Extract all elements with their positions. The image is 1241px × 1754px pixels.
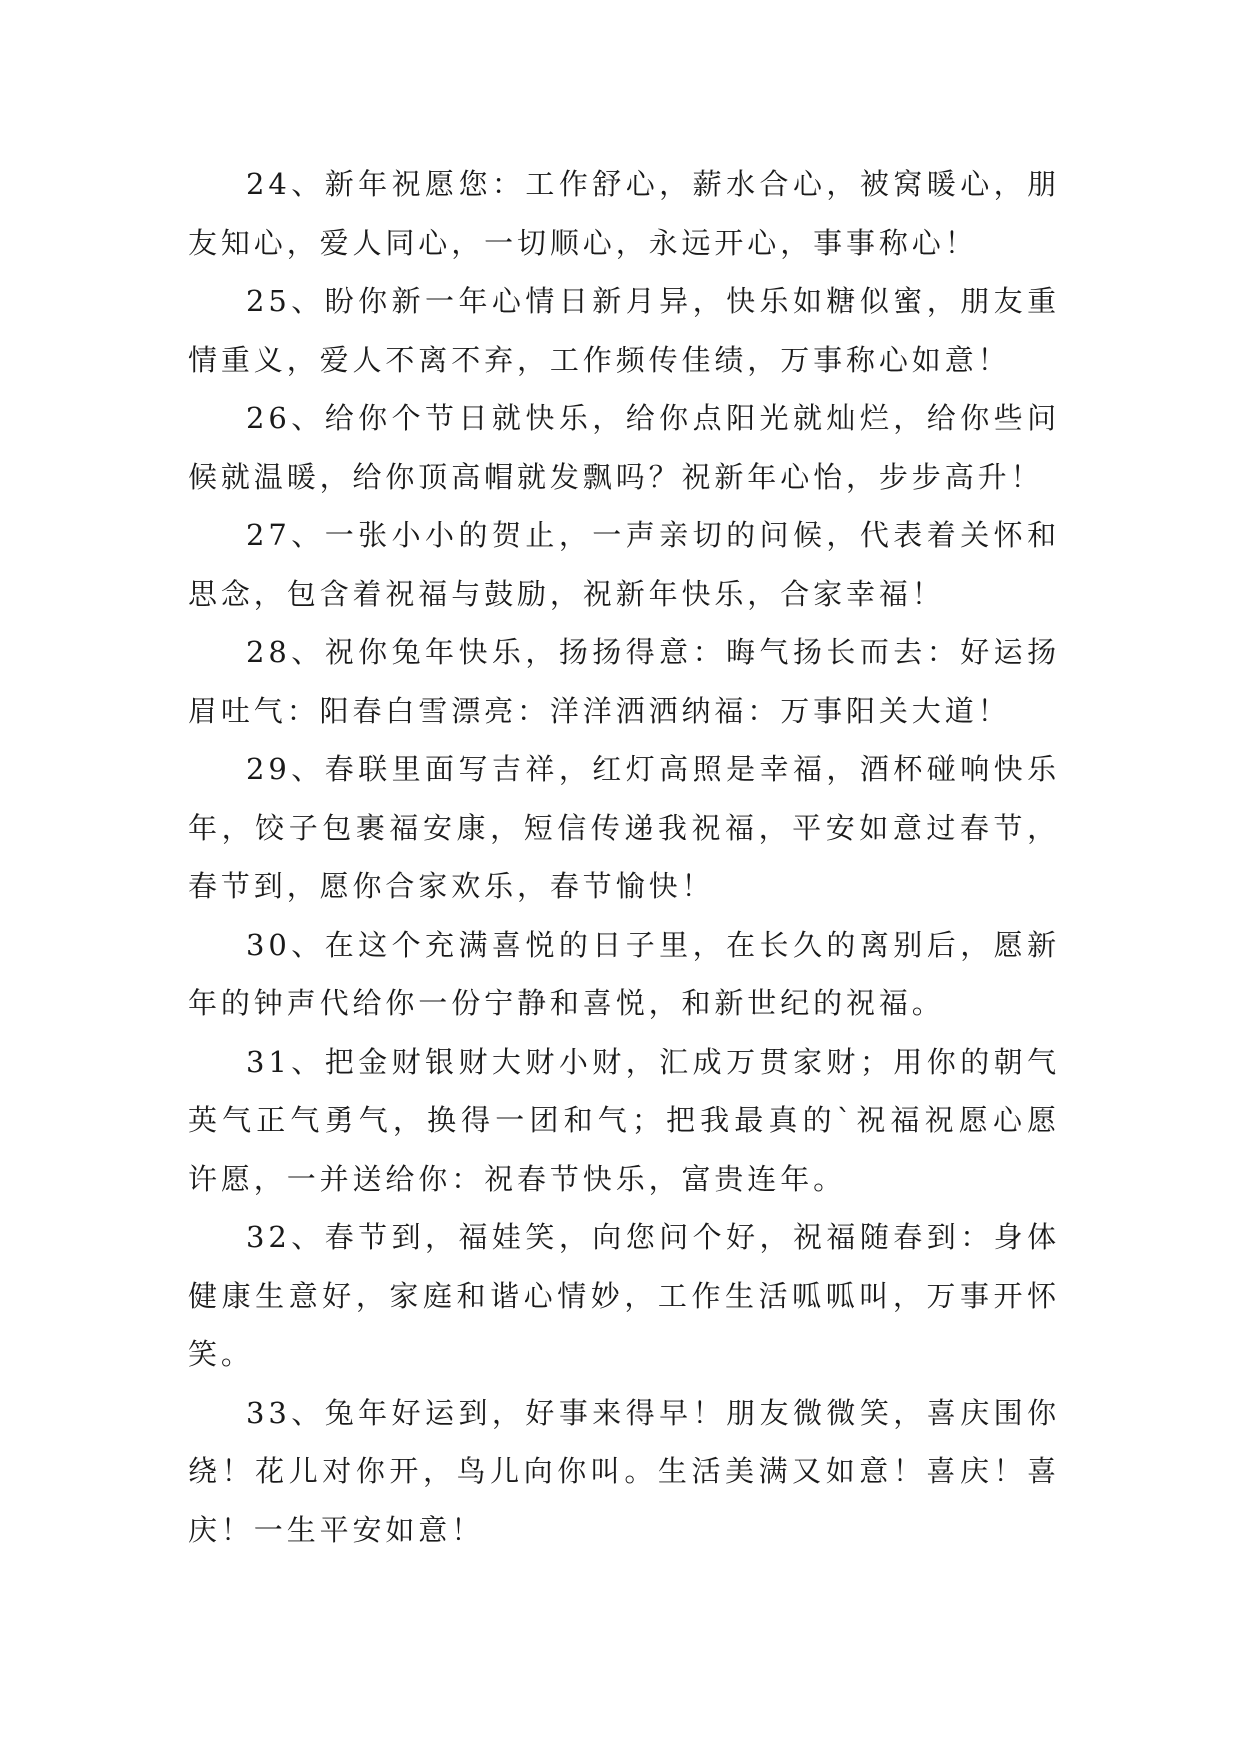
paragraph-29: 29、春联里面写吉祥，红灯高照是幸福，酒杯碰响快乐年，饺子包裹福安康，短信传递我祝福，平安如意过春节，春节到，愿你合家欢乐，春节愉快！ — [188, 752, 1060, 903]
paragraph-33: 33、兔年好运到，好事来得早！朋友微微笑，喜庆围你绕！花儿对你开，鸟儿向你叫。生活美满又如意！喜庆！喜庆！一生平安如意！ — [188, 1395, 1060, 1547]
paragraph-24: 24、新年祝愿您：工作舒心，薪水合心，被窝暖心，朋友知心，爱人同心，一切顺心，永远开心，事事称心！ — [188, 167, 1060, 260]
paragraph-28: 28、祝你兔年快乐，扬扬得意：晦气扬长而去：好运扬眉吐气：阳春白雪漂亮：洋洋洒洒纳福：万事阳关大道！ — [188, 635, 1060, 728]
paragraph-25: 25、盼你新一年心情日新月异，快乐如糖似蜜，朋友重情重义，爱人不离不弃，工作频传佳绩，万事称心如意！ — [188, 284, 1060, 377]
paragraph-26: 26、给你个节日就快乐，给你点阳光就灿烂，给你些问候就温暖，给你顶高帽就发飘吗？祝新年心怡，步步高升！ — [188, 401, 1060, 494]
paragraph-30: 30、在这个充满喜悦的日子里，在长久的离别后，愿新年的钟声代给你一份宁静和喜悦，和新世纪的祝福。 — [188, 927, 1060, 1020]
document-body — [188, 155, 1060, 1559]
paragraph-27: 27、一张小小的贺止，一声亲切的问候，代表着关怀和思念，包含着祝福与鼓励，祝新年快乐，合家幸福！ — [188, 518, 1060, 611]
paragraph-31: 31、把金财银财大财小财，汇成万贯家财；用你的朝气英气正气勇气，换得一团和气；把我最真的`祝福祝愿心愿许愿，一并送给你：祝春节快乐，富贵连年。 — [188, 1044, 1060, 1196]
paragraph-32: 32、春节到，福娃笑，向您问个好，祝福随春到：身体健康生意好，家庭和谐心情妙，工作生活呱呱叫，万事开怀笑。 — [188, 1220, 1060, 1371]
